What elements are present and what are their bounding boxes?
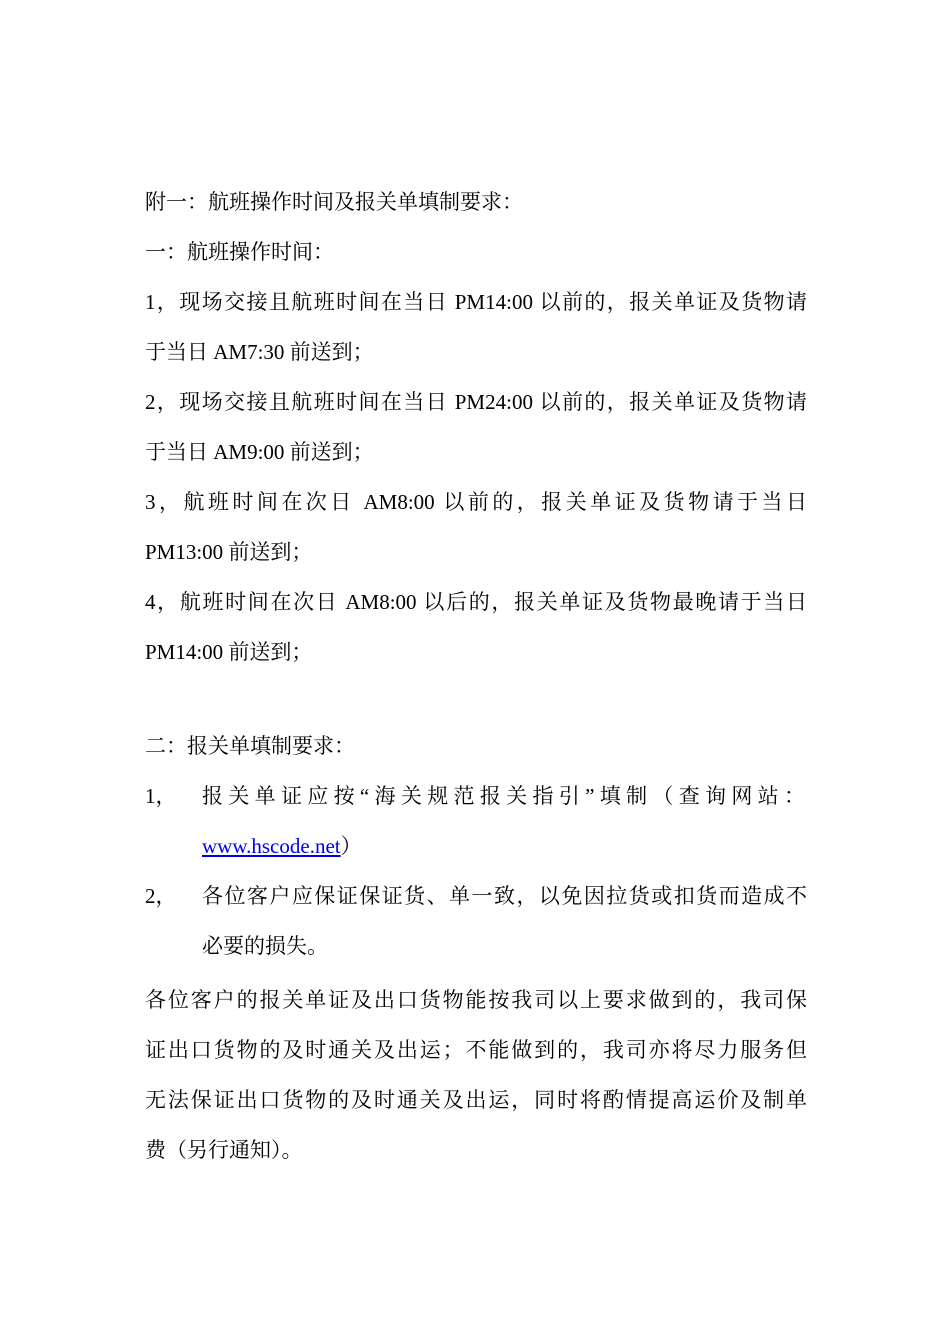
section1-item-1 [145,280,807,380]
closing-line-4: 费（另行通知）。 [145,1138,303,1162]
closing-paragraph [145,974,807,1174]
section1-item-3-line2: PM13:00 前送到； [145,540,313,564]
section2-item-1-closing-paren: ） [340,834,362,858]
section1-item-4-line2: PM14:00 前送到； [145,640,313,664]
section1-item-2 [145,380,807,480]
section2-item-1-line1: 报关单证应按“海关规范报关指引”填制（查询网站： [202,784,807,808]
section1-item-2-line2: 于当日 AM9:00 前送到； [145,440,374,464]
section1-item-3-line1: 3，航班时间在次日 AM8:00 以前的，报关单证及货物请于当日 [145,490,807,514]
section2-title: 二：报关单填制要求： [145,734,355,758]
section1-item-3 [145,480,807,580]
section2-item-1-number: 1， [145,784,177,808]
document-page [145,180,807,1174]
section2-item-2 [145,874,807,974]
section1-item-4-line1: 4，航班时间在次日 AM8:00 以后的，报关单证及货物最晚请于当日 [145,590,807,614]
appendix-title: 附一：航班操作时间及报关单填制要求： [145,190,523,214]
closing-line-2: 证出口货物的及时通关及出运；不能做到的，我司亦将尽力服务但 [145,1038,807,1062]
section1-title: 一：航班操作时间： [145,240,334,264]
section2-item-2-line2: 必要的损失。 [202,934,328,958]
section1-item-2-line1: 2，现场交接且航班时间在当日 PM24:00 以前的，报关单证及货物请 [145,390,807,414]
section-gap [145,680,807,724]
section2-item-1 [145,774,807,874]
section2-item-2-line1: 各位客户应保证保证货、单一致，以免因拉货或扣货而造成不 [202,884,807,908]
section1-item-1-line2: 于当日 AM7:30 前送到； [145,340,374,364]
section1-item-4 [145,580,807,680]
closing-line-3: 无法保证出口货物的及时通关及出运，同时将酌情提高运价及制单 [145,1088,807,1112]
closing-line-1: 各位客户的报关单证及出口货物能按我司以上要求做到的，我司保 [145,988,807,1012]
hscode-link[interactable]: www.hscode.net [202,834,341,858]
section1-item-1-line1: 1，现场交接且航班时间在当日 PM14:00 以前的，报关单证及货物请 [145,290,807,314]
section2-item-2-number: 2， [145,884,177,908]
section2-item-1-line2 [202,824,807,874]
